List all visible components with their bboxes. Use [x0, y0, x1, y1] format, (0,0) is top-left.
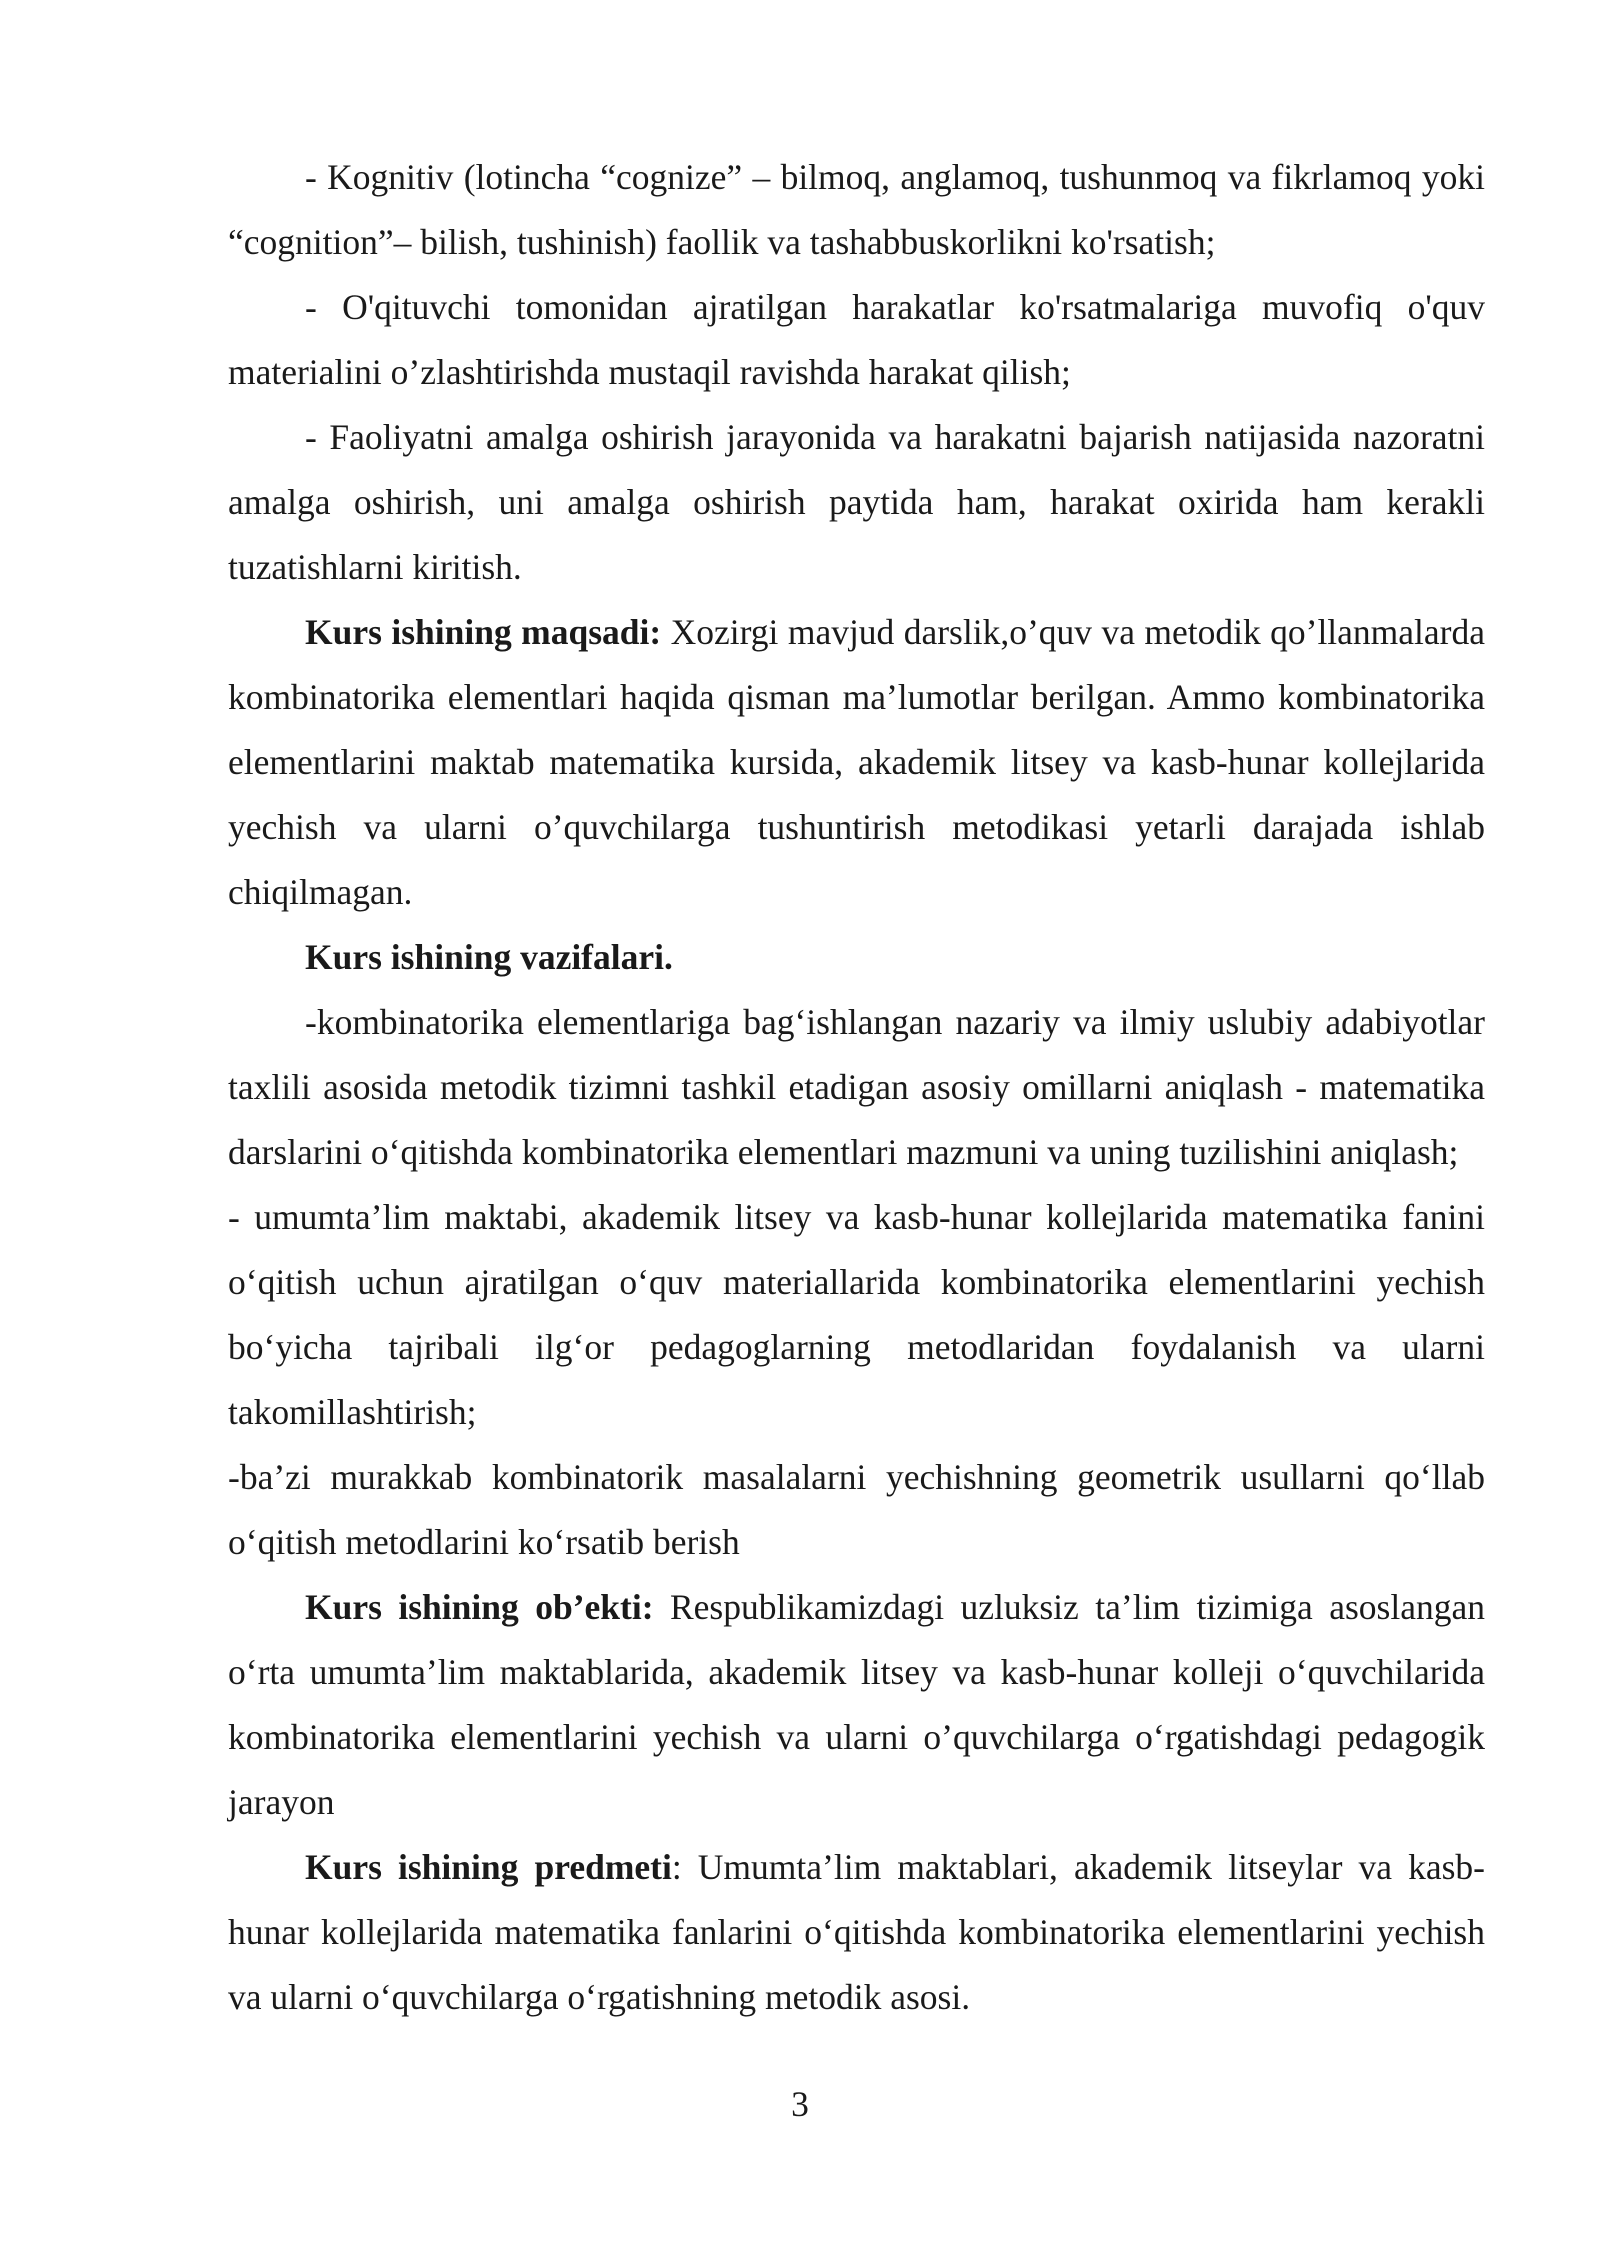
paragraph-text: - Faoliyatni amalga oshirish jarayonida va harakatni bajarish natijasida nazoratni amalga oshirish, uni amalga oshirish paytida ham, harakat oxirida ham kerakli tuzatishlarni kiritish. [228, 417, 1485, 587]
paragraph-maqsad [228, 600, 1485, 925]
paragraph-text: : Umumta’lim maktablari, akademik litseylar va kasb-hunar kollejlarida matematika fanlarini o‘qitishda kombinatorika elementlarini yechish va ularni o‘quvchilarga o‘rgatishning metodik asosi. [228, 1847, 1485, 2017]
paragraph-mustaqil [228, 275, 1485, 405]
paragraph-text: - Kognitiv (lotincha “cognize” – bilmoq, anglamoq, tushunmoq va fikrlamoq yoki “cognition”– bilish, tushinish) faollik va tashabbuskorlikni ko'rsatish; [228, 157, 1485, 262]
paragraph-vazifa-3 [228, 1445, 1485, 1575]
section-label-obekt: Kurs ishining ob’ekti: [305, 1587, 654, 1627]
paragraph-text: - O'qituvchi tomonidan ajratilgan harakatlar ko'rsatmalariga muvofiq o'quv materialini o’zlashtirishda mustaqil ravishda harakat qilish; [228, 287, 1485, 392]
paragraph-text: -kombinatorika elementlariga bag‘ishlangan nazariy va ilmiy uslubiy adabiyotlar taxlili asosida metodik tizimni tashkil etadigan asosiy omillarni aniqlash - matematika darslarini o‘qitishda kombinatorika elementlari mazmuni va uning tuzilishini aniqlash; [228, 1002, 1485, 1172]
paragraph-vazifa-1 [228, 990, 1485, 1185]
paragraph-text: Xozirgi mavjud darslik,o’quv va metodik qo’llanmalarda kombinatorika elementlari haqida qisman ma’lumotlar berilgan. Ammo kombinatorika elementlarini maktab matematika kursida, akademik litsey va kasb-hunar kollejlarida yechish va ularni o’quvchilarga tushuntirish metodikasi yetarli darajada ishlab chiqilmagan. [228, 612, 1485, 912]
paragraph-text: -ba’zi murakkab kombinatorik masalalarni yechishning geometrik usullarni qo‘llab o‘qitish metodlarini ko‘rsatib berish [228, 1457, 1485, 1562]
paragraph-vazifa-2 [228, 1185, 1485, 1445]
paragraph-kognitiv [228, 145, 1485, 275]
section-heading-vazifalar [228, 925, 1485, 990]
paragraph-text: Respublikamizdagi uzluksiz ta’lim tizimiga asoslangan o‘rta umumta’lim maktablarida, akademik litsey va kasb-hunar kolleji o‘quvchilarida kombinatorika elementlarini yechish va ularni o’quvchilarga o‘rgatishdagi pedagogik jarayon [228, 1587, 1486, 1822]
document-page [228, 145, 1485, 2030]
paragraph-predmet [228, 1835, 1485, 2030]
section-label-maqsad: Kurs ishining maqsadi: [305, 612, 662, 652]
paragraph-nazorat [228, 405, 1485, 600]
paragraph-obekt [228, 1575, 1485, 1835]
page-number: 3 [791, 2084, 809, 2124]
paragraph-text: - umumta’lim maktabi, akademik litsey va kasb-hunar kollejlarida matematika fanini o‘qitish uchun ajratilgan o‘quv materiallarida kombinatorika elementlarini yechish bo‘yicha tajribali ilg‘or pedagoglarning metodlaridan foydalanish va ularni takomillashtirish; [228, 1197, 1485, 1432]
section-label-predmet: Kurs ishining predmeti [305, 1847, 672, 1887]
heading-text: Kurs ishining vazifalari. [305, 937, 673, 977]
